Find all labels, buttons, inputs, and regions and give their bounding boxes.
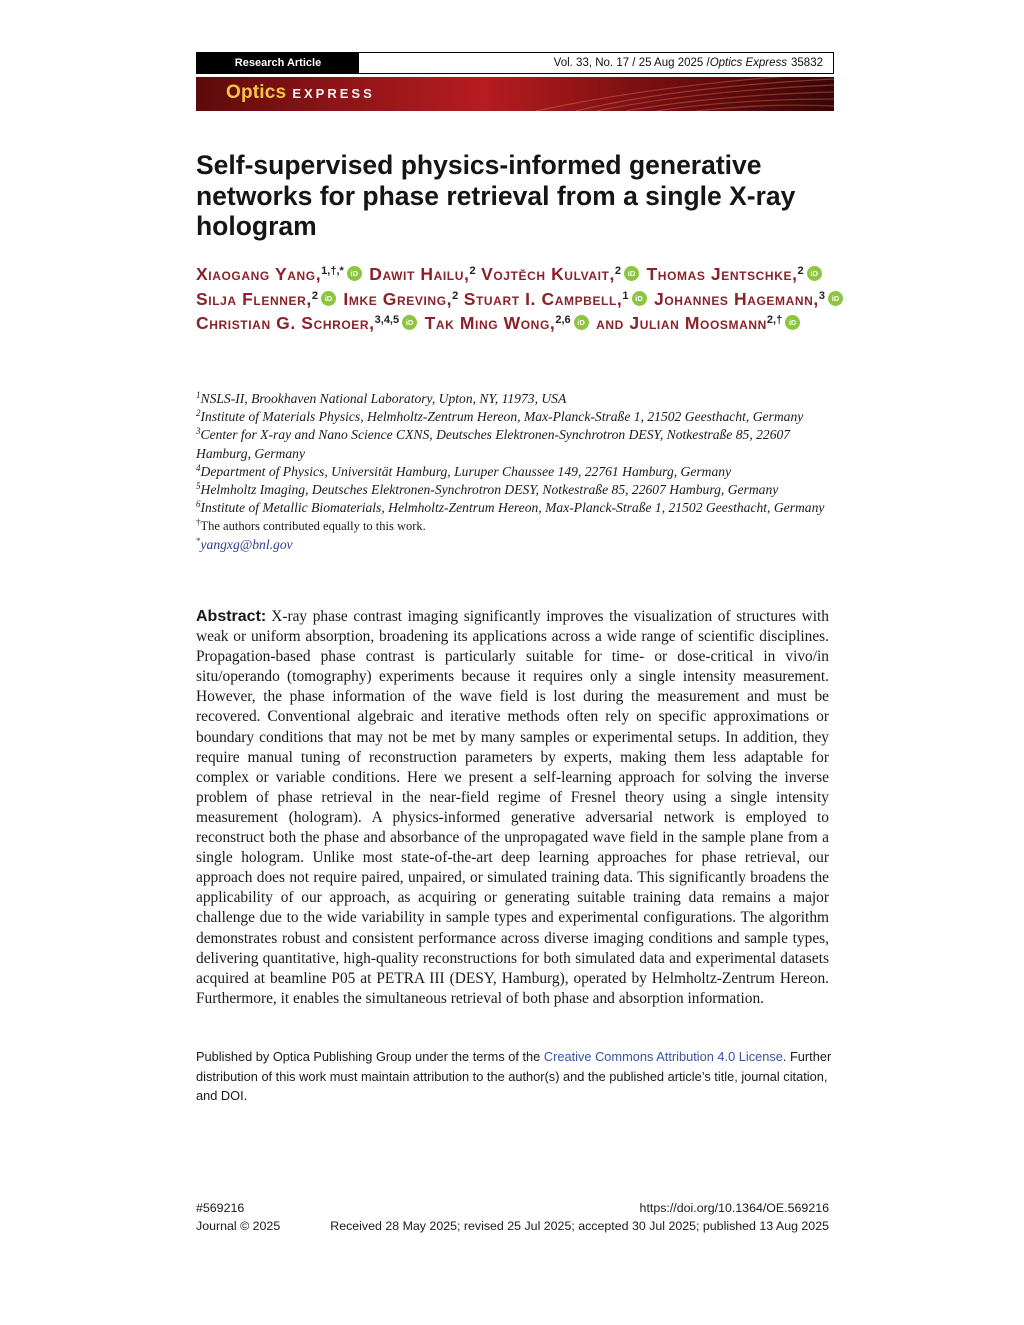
affiliation-number: 2 <box>196 408 201 419</box>
author-affiliation-marker: 1,†,* <box>321 265 344 277</box>
corresponding-email-note <box>196 536 836 554</box>
page-number: 35832 <box>791 57 823 69</box>
article-type: Research Article <box>197 53 359 73</box>
asterisk-symbol: * <box>196 535 201 546</box>
orcid-icon[interactable] <box>347 266 362 281</box>
affiliation-number: 3 <box>196 426 201 437</box>
corresponding-email-link[interactable]: yangxg@bnl.gov <box>200 536 293 552</box>
author-affiliation-marker: 2 <box>311 289 318 302</box>
citation-prefix: Vol. 33, No. 17 / 25 Aug 2025 / <box>553 57 710 69</box>
author-name: Tak Ming Wong, <box>424 313 556 333</box>
abstract-text: X-ray phase contrast imaging significantly improves the visualization of structures with weak or uniform absorption, broadening its applications across a wide range of scientific disciplines. Propagation-based phase contrast is particularly suitable for time- or dose-critical in vivo/in situ/operando (tomography) experiments because it requires only a single intensity measurement. However, the phase information of the wave field is lost during the measurement and must be recovered. Conventional algebraic and iterative methods often rely on specific approximations or boundary conditions that may not be met by many samples or experimental setups. In addition, they require manual tuning of reconstruction parameters by experts, making them less adaptable for complex or variable conditions. Here we present a self-learning approach for solving the inverse problem of phase retrieval in the near-field regime of Fresnel theory using a single intensity measurement (hologram). A physics-informed generative adversarial network is employed to reconstruct both the phase and absorbance of the unpropagated wave field in the sample plane from a single hologram. Unlike most state-of-the-art deep learning approaches for phase retrieval, our approach does not require paired, unpaired, or simulated training data. This significantly broadens the applicability of our approach, as acquiring or generating suitable training data remains a major challenge due to the wide variability in sample types and experimental configurations. The algorithm demonstrates robust and consistent performance across diverse imaging conditions and sample types, delivering quantitative, high-quality reconstructions for both simulated data and experimental datasets acquired at beamline P05 at PETRA III (DESY, Hamburg), operated by Helmholtz-Zentrum Hereon. Furthermore, it enables the simultaneous retrieval of both phase and absorption information. <box>196 608 829 1007</box>
author-affiliation-marker: 2 <box>469 265 476 277</box>
abstract-label: Abstract: <box>196 608 267 625</box>
page-footer <box>196 1200 829 1235</box>
author-affiliation-marker: 2,6 <box>555 314 571 326</box>
author-affiliation-marker: 2 <box>797 265 804 277</box>
author-affiliation-marker: 2 <box>614 265 622 277</box>
author-name: Johannes Hagemann, <box>653 288 819 309</box>
affiliation-item <box>196 408 836 426</box>
affiliation-item <box>196 499 836 517</box>
publication-history: Received 28 May 2025; revised 25 Jul 2025; accepted 30 Jul 2025; published 13 Aug 2025 <box>330 1218 829 1233</box>
article-id: #569216 <box>196 1201 245 1215</box>
dagger-symbol: † <box>196 517 201 528</box>
orcid-icon[interactable] <box>402 315 417 330</box>
author-affiliation-marker: 3,4,5 <box>374 314 400 326</box>
license-suffix: . Further distribution of this work must maintain attribution to the author(s) and the published article’s title, journal citation, and DOI. <box>196 1049 832 1103</box>
journal-copyright: Journal © 2025 <box>196 1218 281 1233</box>
affiliation-text: Institute of Metallic Biomaterials, Helmholtz-Zentrum Hereon, Max-Planck-Straße 1, 21502 Geesthacht, Germany <box>200 500 825 516</box>
author-name: Silja Flenner, <box>196 288 312 309</box>
orcid-icon[interactable] <box>321 291 336 306</box>
header-bar <box>196 52 834 74</box>
orcid-icon[interactable] <box>632 291 647 306</box>
orcid-icon[interactable] <box>785 315 800 330</box>
affiliation-number: 4 <box>196 462 201 473</box>
journal-name: Optics Express <box>709 57 788 69</box>
author-list <box>196 262 846 336</box>
author-affiliation-marker: 2,† <box>766 314 783 326</box>
author-affiliation-marker: 3 <box>818 289 826 302</box>
article-title: Self-supervised physics-informed generative networks for phase retrieval from a single X-ray hologram <box>196 150 796 241</box>
author-name: Christian G. Schroer, <box>196 313 375 333</box>
affiliation-item <box>196 481 836 499</box>
affiliation-text: Institute of Materials Physics, Helmholtz-Zentrum Hereon, Max-Planck-Straße 1, 21502 Geesthacht, Germany <box>200 409 804 425</box>
orcid-icon[interactable] <box>807 266 822 281</box>
author-name: Imke Greving, <box>343 288 453 309</box>
logo-optics-text: Optics <box>226 82 287 103</box>
optics-express-logo <box>226 82 375 104</box>
affiliation-text: NSLS-II, Brookhaven National Laboratory, Upton, NY, 11973, USA <box>200 391 567 406</box>
author-name: Vojtěch Kulvait, <box>481 264 615 284</box>
affiliation-text: Center for X-ray and Nano Science CXNS, Deutsches Elektronen-Synchrotron DESY, Notkestraße 85, 22607 Hamburg, Germany <box>196 427 791 461</box>
equal-contribution-text: The authors contributed equally to this work. <box>200 519 426 534</box>
affiliation-number: 5 <box>196 481 201 492</box>
author-name: Stuart I. Campbell, <box>463 288 623 309</box>
affiliation-item <box>196 426 836 462</box>
author-name: Xiaogang Yang, <box>196 264 322 284</box>
citation-line <box>359 53 833 73</box>
affiliation-text: Department of Physics, Universität Hamburg, Luruper Chaussee 149, 22761 Hamburg, Germany <box>200 463 732 479</box>
affiliation-text: Helmholtz Imaging, Deutsches Elektronen-Synchrotron DESY, Notkestraße 85, 22607 Hamburg, Germany <box>200 482 779 498</box>
affiliation-item <box>196 463 836 481</box>
affiliation-number: 6 <box>196 499 201 510</box>
license-statement <box>196 1047 836 1106</box>
abstract <box>196 607 829 1009</box>
doi-link[interactable]: https://doi.org/10.1364/OE.569216 <box>639 1201 829 1215</box>
journal-banner <box>196 77 834 111</box>
author-affiliation-marker: 2 <box>452 289 459 302</box>
orcid-icon[interactable] <box>828 291 843 306</box>
orcid-icon[interactable] <box>574 315 589 330</box>
author-name: Dawit Hailu, <box>369 264 470 284</box>
license-prefix: Published by Optica Publishing Group under the terms of the <box>196 1049 544 1064</box>
affiliation-item <box>196 390 836 408</box>
author-affiliation-marker: 1 <box>622 289 629 302</box>
logo-express-text: EXPRESS <box>292 86 375 101</box>
license-link[interactable]: Creative Commons Attribution 4.0 License <box>543 1049 783 1064</box>
affiliation-list <box>196 390 836 554</box>
author-name: and Julian Moosmann <box>596 313 767 333</box>
affiliation-number: 1 <box>196 390 201 400</box>
orcid-icon[interactable] <box>624 266 639 281</box>
equal-contribution-note <box>196 517 836 535</box>
author-name: Thomas Jentschke, <box>646 264 798 284</box>
